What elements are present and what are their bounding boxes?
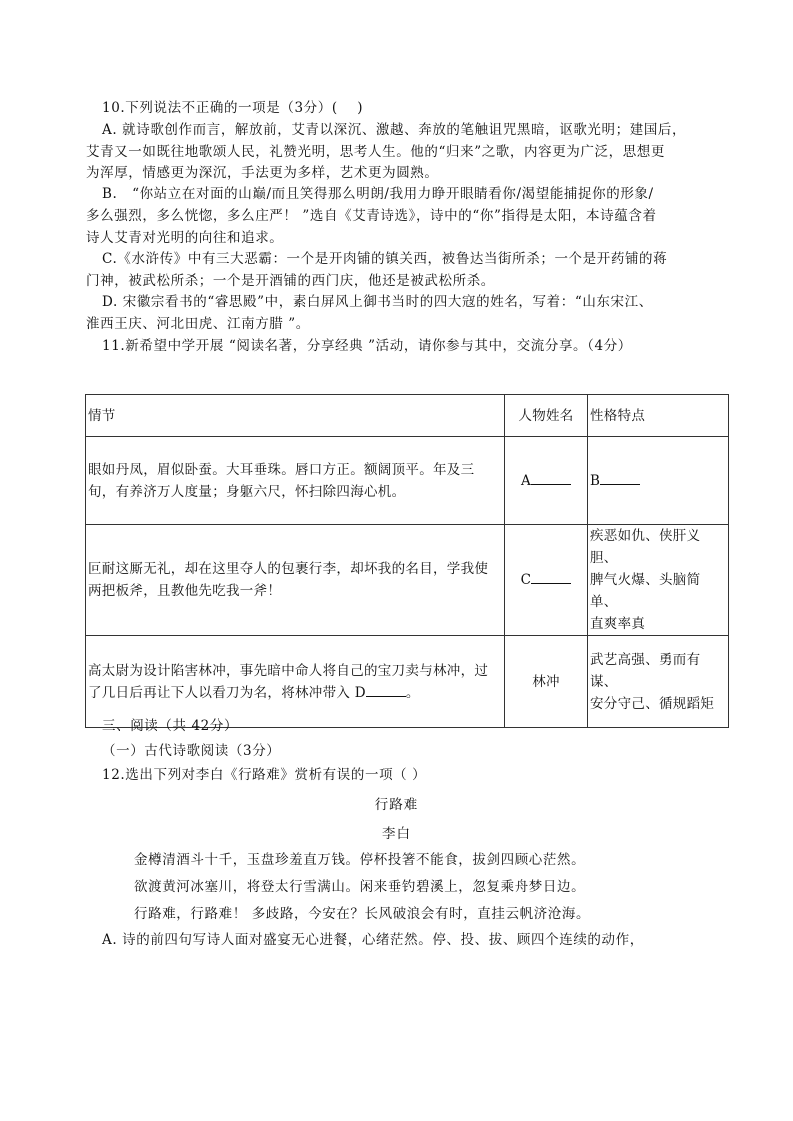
trait-line: 安分守己、循规蹈矩 <box>590 695 715 712</box>
q10-option-a-line1: A. 就诗歌创作而言，解放前，艾青以深沉、激越、奔放的笔触诅咒黑暗，讴歌光明；建国后， <box>102 122 687 138</box>
blank-label: D <box>354 684 366 701</box>
header-plot: 情节 <box>86 395 505 437</box>
poem-author: 李白 <box>382 826 411 842</box>
plot-line <box>88 682 502 704</box>
q10-option-d-line2: 淮西王庆、河北田虎、江南方腊 ”。 <box>86 316 310 332</box>
q10-option-d-line1: D. 宋徽宗看书的“睿思殿”中，素白屏风上御书当时的四大寇的姓名，写着：“山东宋江、 <box>102 294 653 310</box>
plot-line: 叵耐这厮无礼，却在这里夺人的包裹行李，却坏我的名目，学我使 <box>88 561 489 577</box>
plot-line: 两把板斧，且教他先吃我一斧！ <box>88 583 282 599</box>
header-trait: 性格特点 <box>588 395 729 437</box>
trait-line: 疾恶如仇、侠肝义胆、 <box>590 528 701 566</box>
q11-stem: 11.新希望中学开展 “阅读名著，分享经典 ”活动，请你参与其中，交流分享。（4分） <box>102 338 632 354</box>
trait-line: 武艺高强、勇而有谋、 <box>590 651 701 690</box>
answer-blank <box>531 472 571 485</box>
q12-stem: 12.选出下列对李白《行路难》赏析有误的一项（ ） <box>102 767 427 783</box>
plot-cell <box>86 437 505 525</box>
q10-option-c-line1: C.《水浒传》中有三大恶霸：一个是开肉铺的镇关西，被鲁达当街所杀；一个是开药铺的蒋 <box>102 251 668 267</box>
q10-option-c-line2: 门神，被武松所杀；一个是开酒铺的西门庆，他还是被武松所杀。 <box>86 273 495 289</box>
plot-line: 旬，有养济万人度量；身躯六尺，怀扫除四海心机。 <box>88 483 406 500</box>
q10-option-b-line3: 诗人艾青对光明的向往和追求。 <box>86 230 284 246</box>
table-header-row <box>86 395 729 437</box>
q11-table <box>85 394 729 728</box>
q10-option-b-line2: 多么强烈，多么恍惚，多么庄严！ ”选自《艾青诗选》，诗中的“你”指得是太阳，本诗蕴含着 <box>86 208 657 224</box>
poem-line: 金樽清酒斗十千，玉盘珍羞直万钱。停杯投箸不能食，拔剑四顾心茫然。 <box>134 852 586 868</box>
poem-title: 行路难 <box>374 797 419 813</box>
answer-blank <box>600 472 640 485</box>
table-row <box>86 437 729 525</box>
section-title: 三、阅读（共 42分） <box>102 718 239 734</box>
plot-text: 了几日后再让下人以看刀为名，将林冲带入 <box>88 684 351 701</box>
answer-blank <box>531 571 571 584</box>
answer-blank <box>366 684 406 697</box>
q10-option-a-line2: 艾青又一如既往地歌颂人民，礼赞光明，思考人生。他的“归来”之歌，内容更为广泛，思想更 <box>86 144 666 160</box>
q10-stem: 10.下列说法不正确的一项是（3分）( ) <box>102 100 364 116</box>
trait-line: 脾气火爆、头脑简单、 <box>590 572 701 610</box>
subsection-title: （一）古代诗歌阅读（3分） <box>102 743 281 759</box>
trait-line: 直爽率真 <box>590 616 646 632</box>
plot-cell <box>86 636 505 728</box>
plot-end: 。 <box>405 684 420 701</box>
table-row <box>86 636 729 728</box>
header-name: 人物姓名 <box>505 395 588 437</box>
trait-cell <box>588 525 729 636</box>
trait-cell <box>588 636 729 728</box>
blank-label: A <box>520 472 532 489</box>
name-cell <box>505 525 588 636</box>
plot-cell <box>86 525 505 636</box>
plot-line: 眼如丹凤，眉似卧蚕。大耳垂珠。唇口方正。额阔顶平。年及三 <box>88 461 475 478</box>
blank-label: B <box>590 472 601 489</box>
q12-option-a-line1: A. 诗的前四句写诗人面对盛宴无心进餐，心绪茫然。停、投、拔、顾四个连续的动作， <box>102 932 644 948</box>
poem-line: 行路难，行路难！ 多歧路，今安在？长风破浪会有时，直挂云帆济沧海。 <box>134 906 591 922</box>
q10-option-a-line3: 为浑厚，情感更为深沉，手法更为多样，艺术更为圆熟。 <box>86 165 439 181</box>
table-row <box>86 525 729 636</box>
blank-label: C <box>520 572 532 588</box>
trait-cell <box>588 437 729 525</box>
name-cell <box>505 636 588 728</box>
character-name: 林冲 <box>532 673 560 690</box>
plot-line: 高太尉为设计陷害林冲，事先暗中命人将自己的宝刀卖与林冲，过 <box>88 662 489 679</box>
q10-option-b-line1: B. “你站立在对面的山巅/而且笑得那么明朗/我用力睁开眼睛看你/渴望能捕捉你的形象/ <box>102 186 654 202</box>
poem-line: 欲渡黄河冰塞川，将登太行雪满山。闲来垂钓碧溪上，忽复乘舟梦日边。 <box>134 879 586 895</box>
name-cell <box>505 437 588 525</box>
